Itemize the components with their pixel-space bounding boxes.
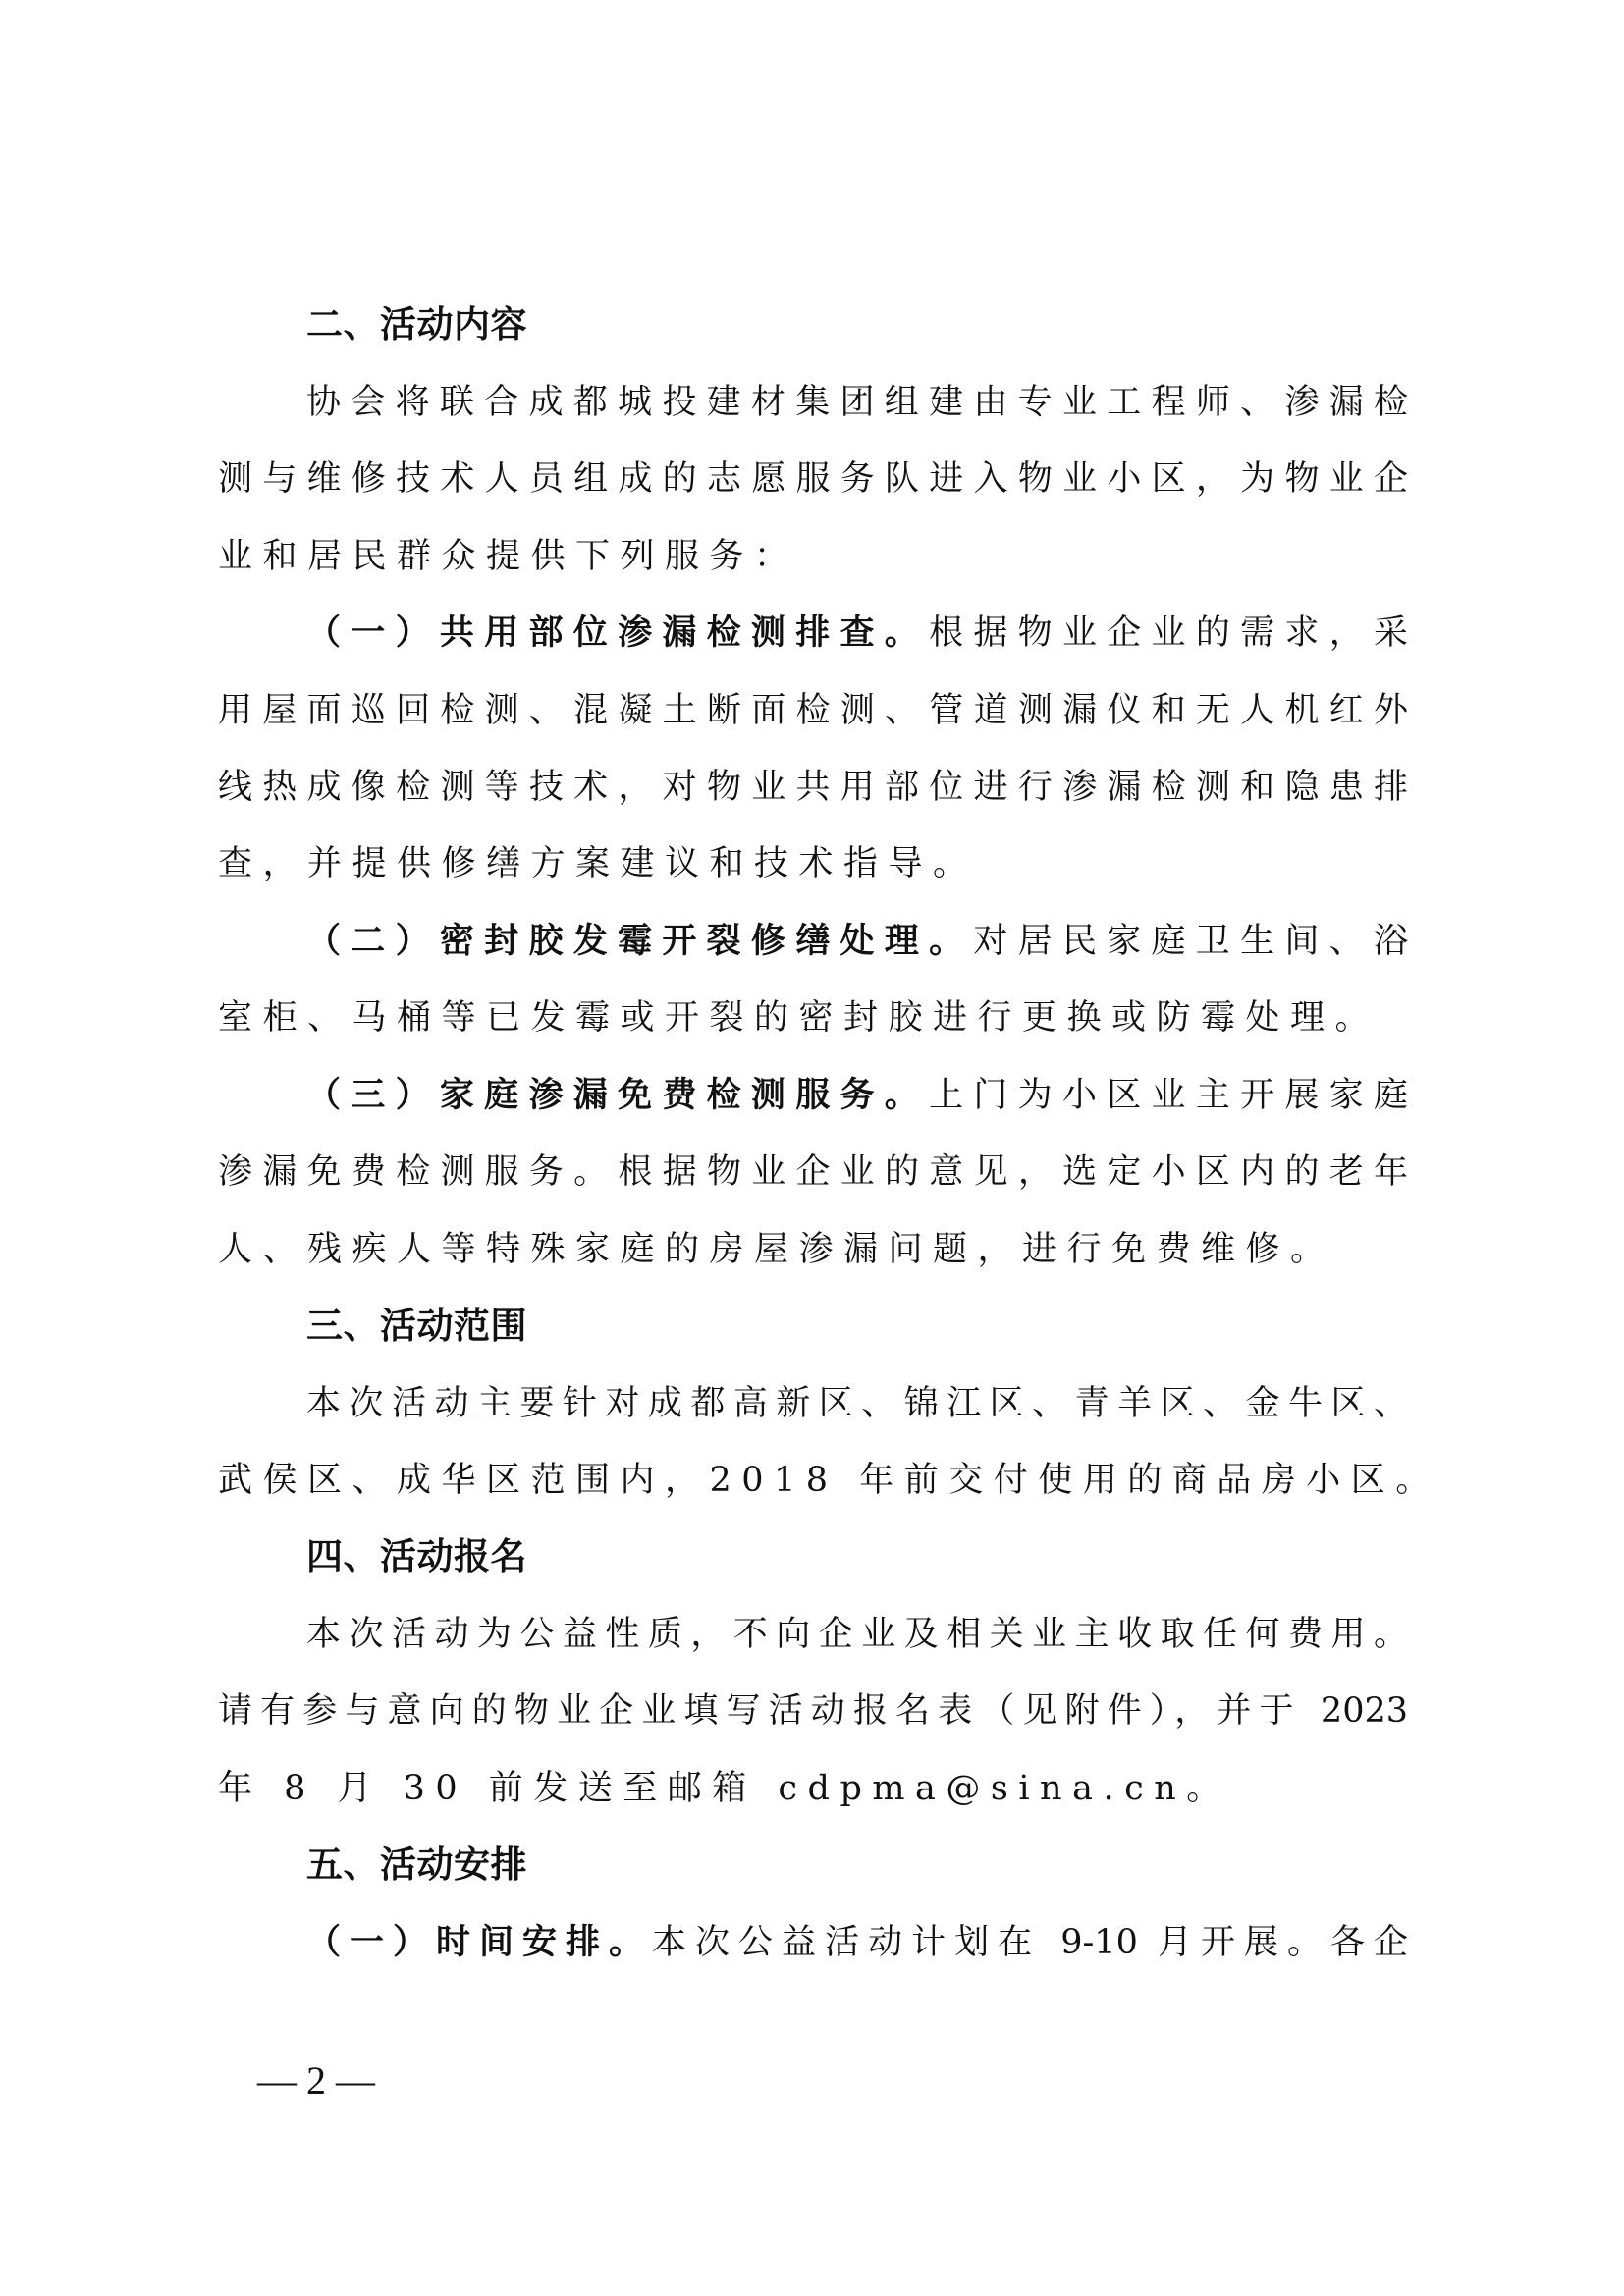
paragraph-line: 室柜、马桶等已发霉或开裂的密封胶进行更换或防霉处理。 <box>218 998 1380 1038</box>
item-label-3: （三）家庭渗漏免费检测服务。 <box>306 1075 930 1115</box>
paragraph-line: 线热成像检测等技术，对物业共用部位进行渗漏检测和隐患排 <box>218 768 1408 807</box>
item-label-time: （一）时间安排。 <box>306 1922 653 1962</box>
paragraph-line: 本次活动为公益性质，不向企业及相关业主收取任何费用。 <box>306 1615 1408 1654</box>
item-text: 上门为小区业主开展家庭 <box>929 1076 1408 1115</box>
paragraph-line: 用屋面巡回检测、混凝土断面检测、管道测漏仪和无人机红外 <box>218 691 1408 730</box>
item-line <box>306 1066 1408 1125</box>
section-heading-4: 四、活动报名 <box>306 1535 527 1577</box>
page-number: — 2 — <box>257 2058 375 2103</box>
item-label-1: （一）共用部位渗漏检测排查。 <box>306 613 930 653</box>
paragraph-line: 本次活动主要针对成都高新区、锦江区、青羊区、金牛区、 <box>306 1384 1408 1423</box>
section-heading-5: 五、活动安排 <box>306 1843 527 1886</box>
item-line <box>306 604 1408 663</box>
paragraph-line: 协会将联合成都城投建材集团组建由专业工程师、渗漏检 <box>306 383 1408 422</box>
item-text: 根据物业企业的需求，采 <box>929 614 1408 653</box>
section-heading-3: 三、活动范围 <box>306 1305 527 1347</box>
paragraph-line: 人、残疾人等特殊家庭的房屋渗漏问题，进行免费维修。 <box>218 1230 1335 1269</box>
paragraph-line: 武侯区、成华区范围内，2018 年前交付使用的商品房小区。 <box>218 1461 1440 1500</box>
paragraph-line: 查，并提供修缮方案建议和技术指导。 <box>218 844 978 883</box>
item-line <box>306 1913 1408 1972</box>
item-text: 对居民家庭卫生间、浴 <box>973 922 1408 961</box>
paragraph-line: 年 8 月 30 前发送至邮箱 cdpma@sina.cn。 <box>218 1769 1231 1808</box>
item-label-2: （二）密封胶发霉开裂修缮处理。 <box>306 921 974 961</box>
paragraph-line: 业和居民群众提供下列服务： <box>218 537 799 576</box>
paragraph-line: 渗漏免费检测服务。根据物业企业的意见，选定小区内的老年 <box>218 1152 1408 1192</box>
paragraph-line: 测与维修技术人员组成的志愿服务队进入物业小区，为物业企 <box>218 459 1408 499</box>
section-heading-2: 二、活动内容 <box>306 303 527 346</box>
item-line <box>306 912 1408 971</box>
item-text: 本次公益活动计划在 9-10 月开展。各企 <box>652 1923 1408 1962</box>
paragraph-line: 请有参与意向的物业企业填写活动报名表（见附件），并于 2023 <box>218 1691 1408 1731</box>
